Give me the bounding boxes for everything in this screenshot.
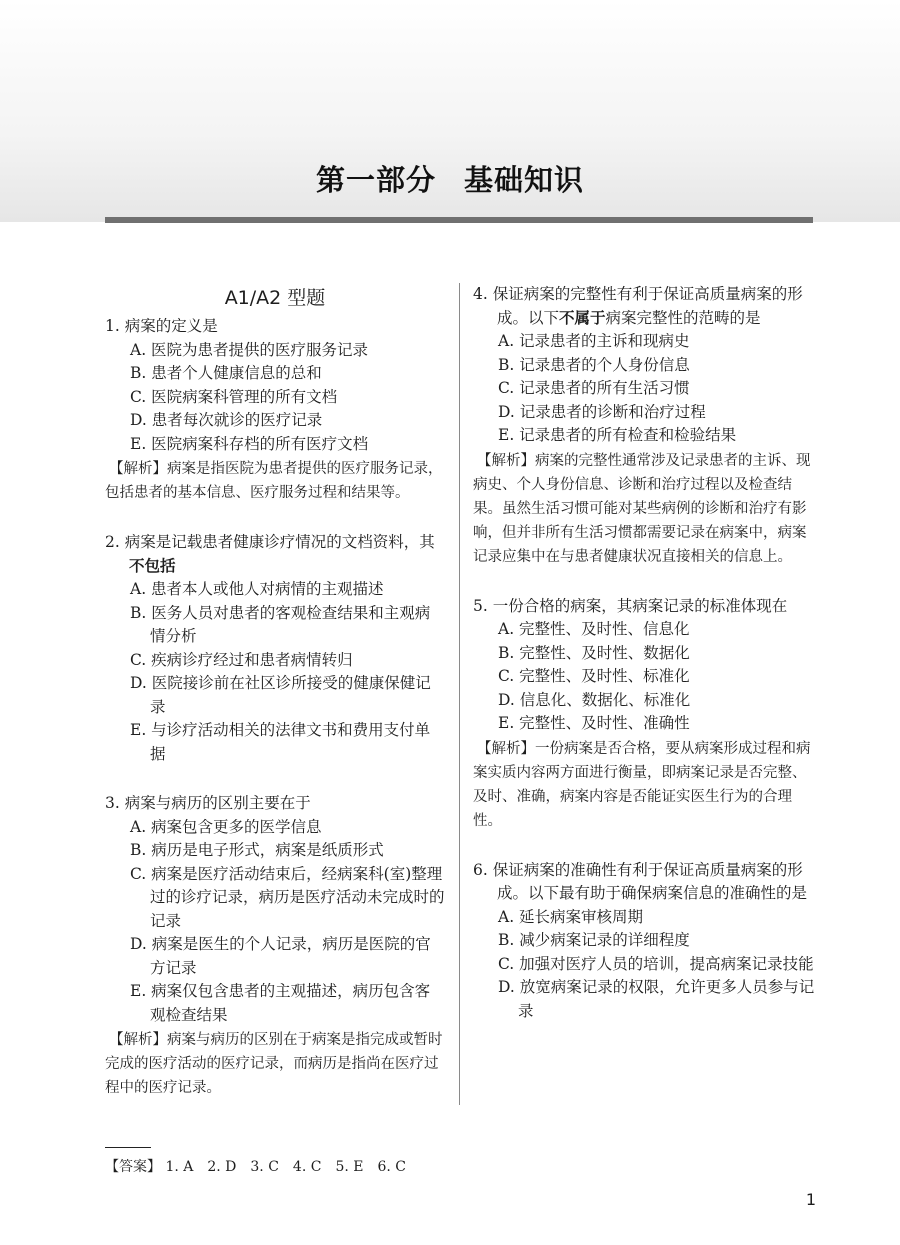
option-e: E. 病案仅包含患者的主观描述，病历包含客观检查结果 bbox=[130, 982, 431, 1024]
question-stem: 6. 保证病案的准确性有利于保证高质量病案的形成。以下最有助于确保病案信息的准确性的是 bbox=[473, 860, 808, 902]
question-stem: 3. 病案与病历的区别主要在于 bbox=[105, 794, 311, 812]
option-a: A. 完整性、及时性、信息化 bbox=[498, 620, 690, 638]
question-stem-text-end: 病案完整性的范畴的是 bbox=[605, 308, 761, 327]
explanation-label: 【解析】 bbox=[477, 452, 535, 469]
left-column bbox=[105, 283, 445, 1102]
option-e: E. 医院病案科存档的所有医疗文档 bbox=[130, 434, 369, 453]
explanation-label: 【解析】 bbox=[477, 740, 535, 757]
option-c: C. 病案是医疗活动结束后，经病案科(室)整理过的诊疗记录，病历是医疗活动未完成时的记录 bbox=[130, 864, 445, 930]
option-d: D. 病案是医生的个人记录，病历是医院的官方记录 bbox=[130, 935, 431, 977]
part-title-right: 基础知识 bbox=[464, 163, 585, 197]
explanation bbox=[105, 457, 445, 505]
option-e: E. 完整性、及时性、准确性 bbox=[498, 714, 690, 732]
option-c: C. 医院病案科管理的所有文档 bbox=[130, 387, 338, 406]
part-title bbox=[0, 158, 900, 199]
explanation bbox=[105, 1028, 445, 1100]
question-6 bbox=[473, 859, 818, 1024]
answer-key-text: 1. A 2. D 3. C 4. C 5. E 6. C bbox=[165, 1159, 406, 1175]
option-c: C. 记录患者的所有生活习惯 bbox=[498, 379, 690, 397]
explanation-text: 一份病案是否合格，要从病案形成过程和病案实质内容两方面进行衡量，即病案记录是否完整、及时、准确，病案内容是否能证实医生行为的合理性。 bbox=[473, 740, 811, 829]
question-5 bbox=[473, 595, 818, 833]
explanation-text: 病案与病历的区别在于病案是指完成或暂时完成的医疗活动的医疗记录，而病历是指尚在医疗过程中的医疗记录。 bbox=[105, 1032, 443, 1096]
question-2 bbox=[105, 531, 445, 766]
option-b: B. 完整性、及时性、数据化 bbox=[498, 643, 690, 662]
option-a: A. 记录患者的主诉和现病史 bbox=[498, 332, 690, 350]
answer-key bbox=[105, 1156, 406, 1176]
right-column bbox=[473, 283, 818, 1025]
question-1 bbox=[105, 315, 445, 505]
option-d: D. 医院接诊前在社区诊所接受的健康保健记录 bbox=[130, 674, 431, 716]
option-b: B. 医务人员对患者的客观检查结果和主观病情分析 bbox=[130, 603, 431, 645]
question-stem: 1. 病案的定义是 bbox=[105, 317, 218, 335]
question-stem-text: 4. 保证病案的完整性有利于保证高质量病案的形成。以下 bbox=[473, 285, 803, 327]
option-e: E. 与诊疗活动相关的法律文书和费用支付单据 bbox=[130, 721, 431, 763]
option-a: A. 医院为患者提供的医疗服务记录 bbox=[130, 340, 369, 359]
explanation-label: 【解析】 bbox=[109, 461, 167, 477]
option-b: B. 病历是电子形式，病案是纸质形式 bbox=[130, 841, 384, 859]
explanation bbox=[473, 449, 818, 569]
page-number: 1 bbox=[805, 1190, 816, 1209]
question-stem: 5. 一份合格的病案，其病案记录的标准体现在 bbox=[473, 596, 788, 615]
column-divider bbox=[459, 283, 460, 1105]
option-c: C. 完整性、及时性、标准化 bbox=[498, 667, 690, 685]
option-b: B. 记录患者的个人身份信息 bbox=[498, 355, 690, 374]
explanation-label: 【解析】 bbox=[109, 1032, 167, 1048]
question-stem bbox=[105, 531, 445, 578]
option-a: A. 延长病案审核周期 bbox=[498, 907, 644, 926]
option-c: C. 疾病诊疗经过和患者病情转归 bbox=[130, 650, 353, 669]
question-stem bbox=[473, 283, 818, 330]
option-a: A. 患者本人或他人对病情的主观描述 bbox=[130, 580, 384, 598]
footnote-rule bbox=[105, 1147, 151, 1148]
option-a: A. 病案包含更多的医学信息 bbox=[130, 817, 322, 836]
question-stem-emphasis: 不包括 bbox=[129, 556, 176, 575]
option-d: D. 记录患者的诊断和治疗过程 bbox=[498, 402, 706, 421]
option-c: C. 加强对医疗人员的培训，提高病案记录技能 bbox=[498, 954, 814, 973]
part-title-left: 第一部分 bbox=[315, 163, 436, 197]
option-d: D. 信息化、数据化、标准化 bbox=[498, 690, 691, 709]
option-d: D. 放宽病案记录的权限，允许更多人员参与记录 bbox=[498, 978, 815, 1020]
question-3 bbox=[105, 792, 445, 1100]
option-b: B. 患者个人健康信息的总和 bbox=[130, 364, 322, 382]
explanation-text: 病案的完整性通常涉及记录患者的主诉、现病史、个人身份信息、诊断和治疗过程以及检查结果。虽然生活习惯可能对某些病例的诊断和治疗有影响，但并非所有生活习惯都需要记录在病案中，病案记录应集中在与患者健康状况直接相关的信息上。 bbox=[473, 452, 811, 565]
question-stem-text: 2. 病案是记载患者健康诊疗情况的文档资料，其 bbox=[105, 533, 435, 551]
explanation bbox=[473, 737, 818, 833]
question-stem-emphasis: 不属于 bbox=[559, 308, 606, 327]
option-d: D. 患者每次就诊的医疗记录 bbox=[130, 411, 323, 429]
option-b: B. 减少病案记录的详细程度 bbox=[498, 931, 690, 949]
answer-key-label: 【答案】 bbox=[105, 1159, 161, 1175]
header-rule bbox=[105, 217, 813, 223]
option-e: E. 记录患者的所有检查和检验结果 bbox=[498, 426, 737, 444]
section-title: A1/A2 型题 bbox=[224, 287, 326, 309]
question-4 bbox=[473, 283, 818, 569]
explanation-text: 病案是指医院为患者提供的医疗服务记录，包括患者的基本信息、医疗服务过程和结果等。 bbox=[105, 461, 443, 501]
